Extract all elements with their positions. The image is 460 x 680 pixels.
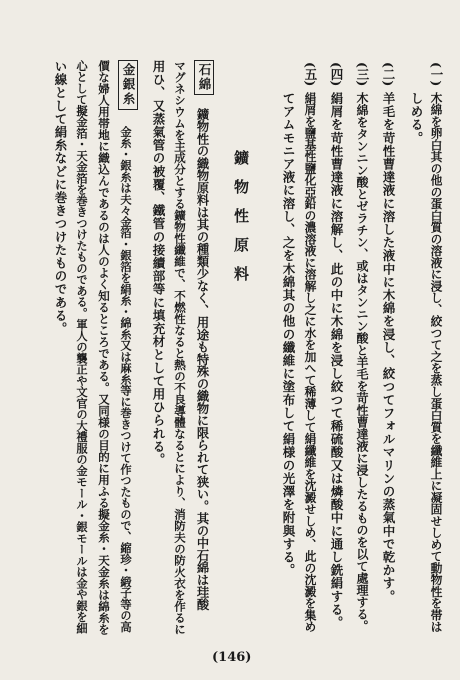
item-1-number: (一): [429, 62, 444, 87]
item-2-number: (二): [381, 62, 396, 87]
section-heading: 鑛物性原料: [232, 150, 250, 295]
page-number: (146): [212, 650, 252, 665]
item-1-line-2: しめる。: [409, 92, 424, 145]
asbestos-line-3: 用ひ、又蒸氣管の被覆、鐵管の接續部等に填充材として用ひられる。: [151, 60, 166, 467]
item-5-line-1: 絹屑を鹽基性鹽化亞鉛の濃溶液に溶解し之に水を加へて稀薄して絹纖維を沈澱せしめ、此の沈澱を集め: [303, 92, 317, 633]
item-5-number: (五): [303, 62, 318, 87]
item-3-number: (三): [355, 62, 370, 87]
gold-silver-line-3: 心として擬金箔・天金箔を巻きつけたものである。軍人の襲正や文官の大禮服の金モール・銀モールは金や銀を細: [75, 60, 89, 634]
gold-silver-line-2: 價な婦人用帯地に織込んであるのは人のよく知るところである。又同様の目的に用ふる擬金糸・天金糸は綿糸を: [97, 60, 111, 635]
item-3-line-1: 木綿をタンニン酸とゼラチン、或はタンニン酸と羊毛を苛性曹達液に浸したるものを以て處理する。: [355, 92, 369, 632]
item-1-line-1: 木綿を卵白其の他の蛋白質の溶液に浸し、絞つて之を蒸し蛋白質を纖維上に凝固せしめて動物性を帯は: [429, 92, 443, 633]
asbestos-line-2: マグネシウムを主成分とする鑛物性纖維で、不燃性なると熱の不良導體なるとにより、消防夫の防火衣を作るに: [173, 60, 187, 635]
item-4-line-1: 絹屑を苛性曹達液に溶解し、此の中に木綿を浸し絞つて稀硫酸又は燐酸中に通し銑絹する。: [329, 92, 344, 630]
section-label-asbestos: 石綿: [194, 60, 214, 95]
gold-silver-line-4: い線として絹糸などに巻きつけたものである。: [53, 60, 68, 336]
gold-silver-line-1: 金糸・銀糸は夫々金箔・銀箔を絹糸・綿糸又は麻糸等に巻きつけて作つたもので、縮珍・緞子等の高: [119, 126, 133, 633]
asbestos-line-1: 鑛物性の織物原料は其の種類少なく、用途も特殊の織物に限られて狭い。其の中石綿は珪酸: [195, 108, 210, 611]
item-5-line-2: てアムモニア液に溶し、之を木綿其の他の纖維に塗布して絹様の光澤を附與する。: [281, 92, 296, 577]
item-4-number: (四): [329, 62, 344, 87]
section-label-gold-silver-thread: 金銀糸: [118, 60, 138, 110]
item-2-line-1: 羊毛を苛性曹達液に溶した液中に木綿を浸し、絞つてフォルマリンの蒸氣中で乾かす。: [381, 92, 396, 603]
